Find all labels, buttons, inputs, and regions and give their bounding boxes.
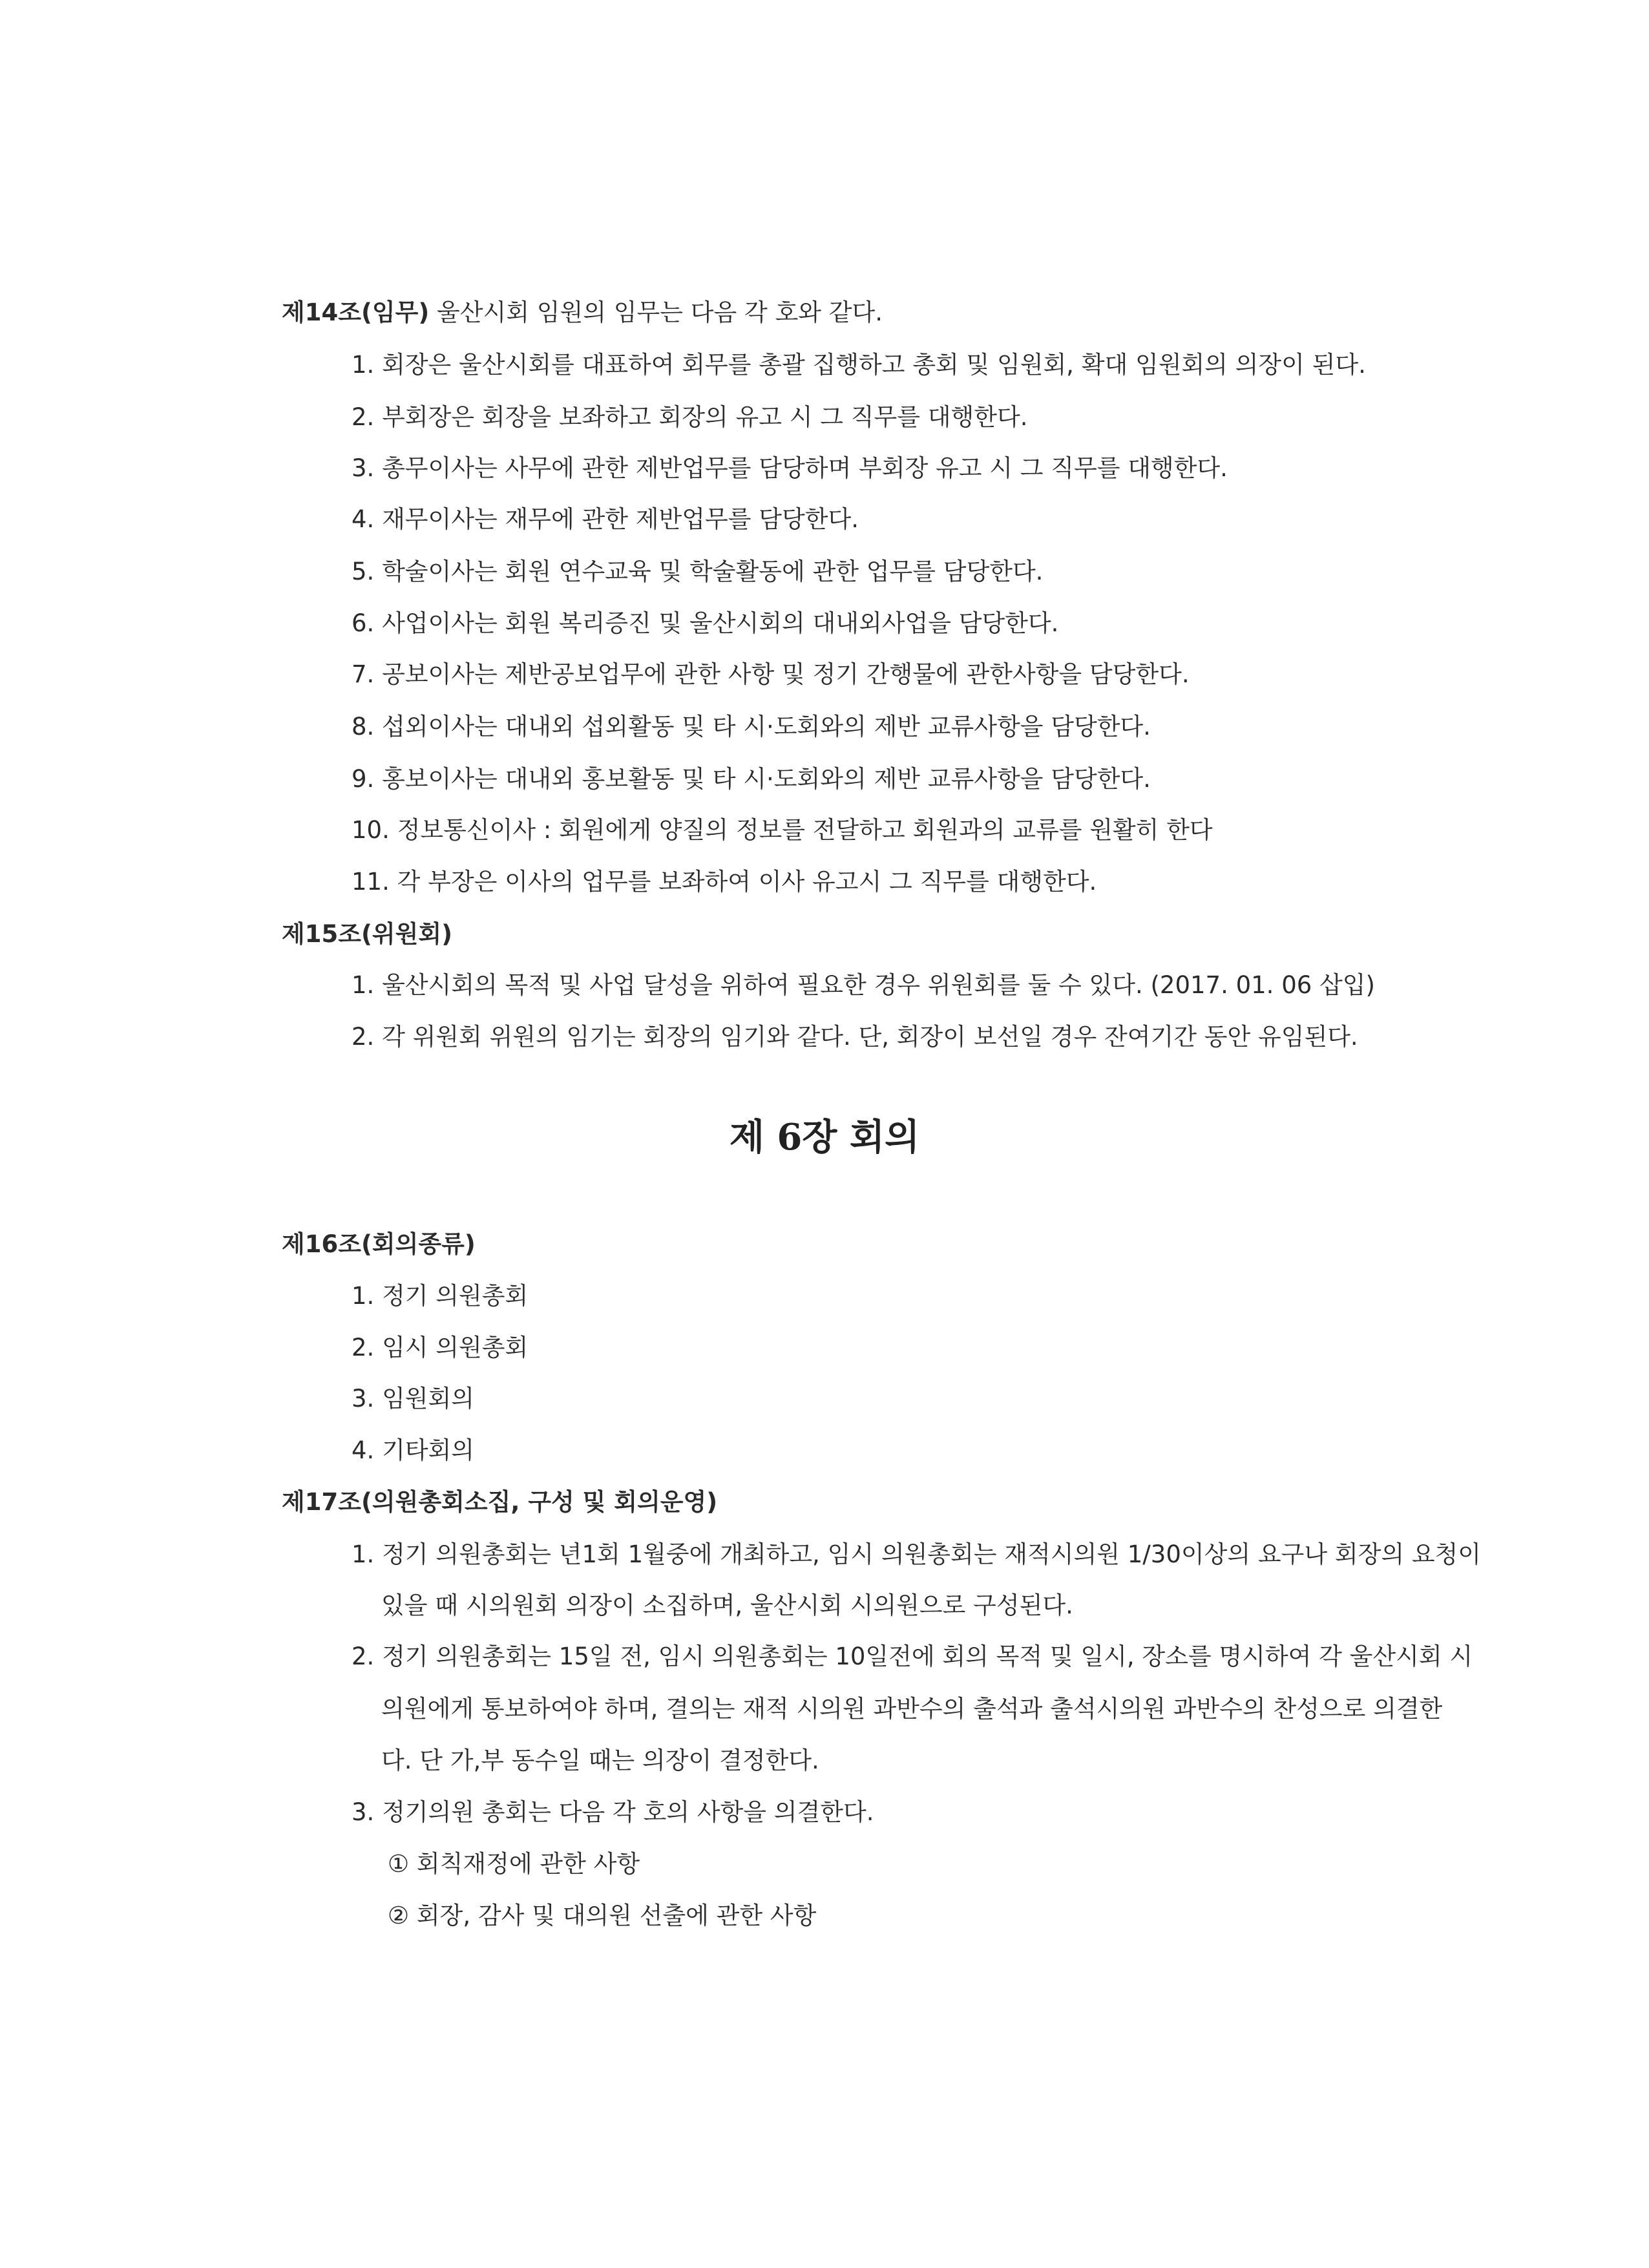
article-14-item: 9. 홍보이사는 대내외 홍보활동 및 타 시·도회와의 제반 교류사항을 담당한다. [352,765,1151,793]
article-17-item-2-line-3: 다. 단 가,부 동수일 때는 의장이 결정한다. [381,1747,819,1774]
article-17-subitem: ② 회장, 감사 및 대의원 선출에 관한 사항 [388,1902,817,1929]
article-15-item: 1. 울산시회의 목적 및 사업 달성을 위하여 필요한 경우 위원회를 둘 수 있다. (2017. 01. 06 삽입) [352,971,1375,999]
article-14-item: 2. 부회장은 회장을 보좌하고 회장의 유고 시 그 직무를 대행한다. [352,403,1028,431]
article-14-item: 1. 회장은 울산시회를 대표하여 회무를 총괄 집행하고 총회 및 임원회, 확대 임원회의 의장이 된다. [352,351,1366,379]
article-14-item: 7. 공보이사는 제반공보업무에 관한 사항 및 정기 간행물에 관한사항을 담당한다. [352,660,1190,688]
article-16-item: 3. 임원회의 [352,1385,475,1412]
article-17-title: 제17조(의원총회소집, 구성 및 회의운영) [282,1488,718,1516]
article-17-item-3: 3. 정기의원 총회는 다음 각 호의 사항을 의결한다. [352,1798,874,1826]
article-17-subitem: ① 회칙재정에 관한 사항 [388,1850,640,1878]
article-17-item-1-line-2: 있을 때 시의원회 의장이 소집하며, 울산시회 시의원으로 구성된다. [381,1591,1073,1619]
article-16-item: 1. 정기 의원총회 [352,1282,529,1310]
article-14-item: 8. 섭외이사는 대내외 섭외활동 및 타 시·도회와의 제반 교류사항을 담당한다. [352,713,1151,740]
article-14-title: 제14조(임무) [282,299,430,326]
article-14-item: 3. 총무이사는 사무에 관한 제반업무를 담당하며 부회장 유고 시 그 직무를 대행한다. [352,454,1228,482]
article-14-item: 6. 사업이사는 회원 복리증진 및 울산시회의 대내외사업을 담당한다. [352,609,1059,637]
article-17-item-2-line-1: 2. 정기 의원총회는 15일 전, 임시 의원총회는 10일전에 회의 목적 및 일시, 장소를 명시하여 각 울산시회 시 [352,1643,1473,1670]
article-14-item: 4. 재무이사는 재무에 관한 제반업무를 담당한다. [352,505,859,533]
article-14-item: 10. 정보통신이사 : 회원에게 양질의 정보를 전달하고 회원과의 교류를 원활히 한다 [352,816,1213,844]
article-15-heading [282,922,452,946]
article-16-title: 제16조(회의종류) [282,1230,476,1258]
article-14-text: 울산시회 임원의 임무는 다음 각 호와 같다. [429,299,883,326]
article-17-heading [282,1490,717,1514]
article-16-item: 2. 임시 의원총회 [352,1334,529,1361]
article-17-item-1-line-1: 1. 정기 의원총회는 년1회 1월중에 개최하고, 임시 의원총회는 재적시의원 1/30이상의 요구나 회장의 요청이 [352,1540,1482,1568]
article-17-item-2-line-2: 의원에게 통보하여야 하며, 결의는 재적 시의원 과반수의 출석과 출석시의원 과반수의 찬성으로 의결한 [381,1695,1443,1723]
article-16-item: 4. 기타회의 [352,1436,475,1464]
article-16-heading [282,1232,476,1256]
article-14-item: 5. 학술이사는 회원 연수교육 및 학술활동에 관한 업무를 담당한다. [352,558,1044,585]
article-15-title: 제15조(위원회) [282,920,453,948]
article-14-heading [282,300,883,324]
chapter-6-title: 제 6장 회의 [729,1116,920,1159]
article-14-item: 11. 각 부장은 이사의 업무를 보좌하여 이사 유고시 그 직무를 대행한다. [352,868,1097,896]
article-15-item: 2. 각 위원회 위원의 임기는 회장의 임기와 같다. 단, 회장이 보선일 경우 잔여기간 동안 유임된다. [352,1023,1358,1051]
